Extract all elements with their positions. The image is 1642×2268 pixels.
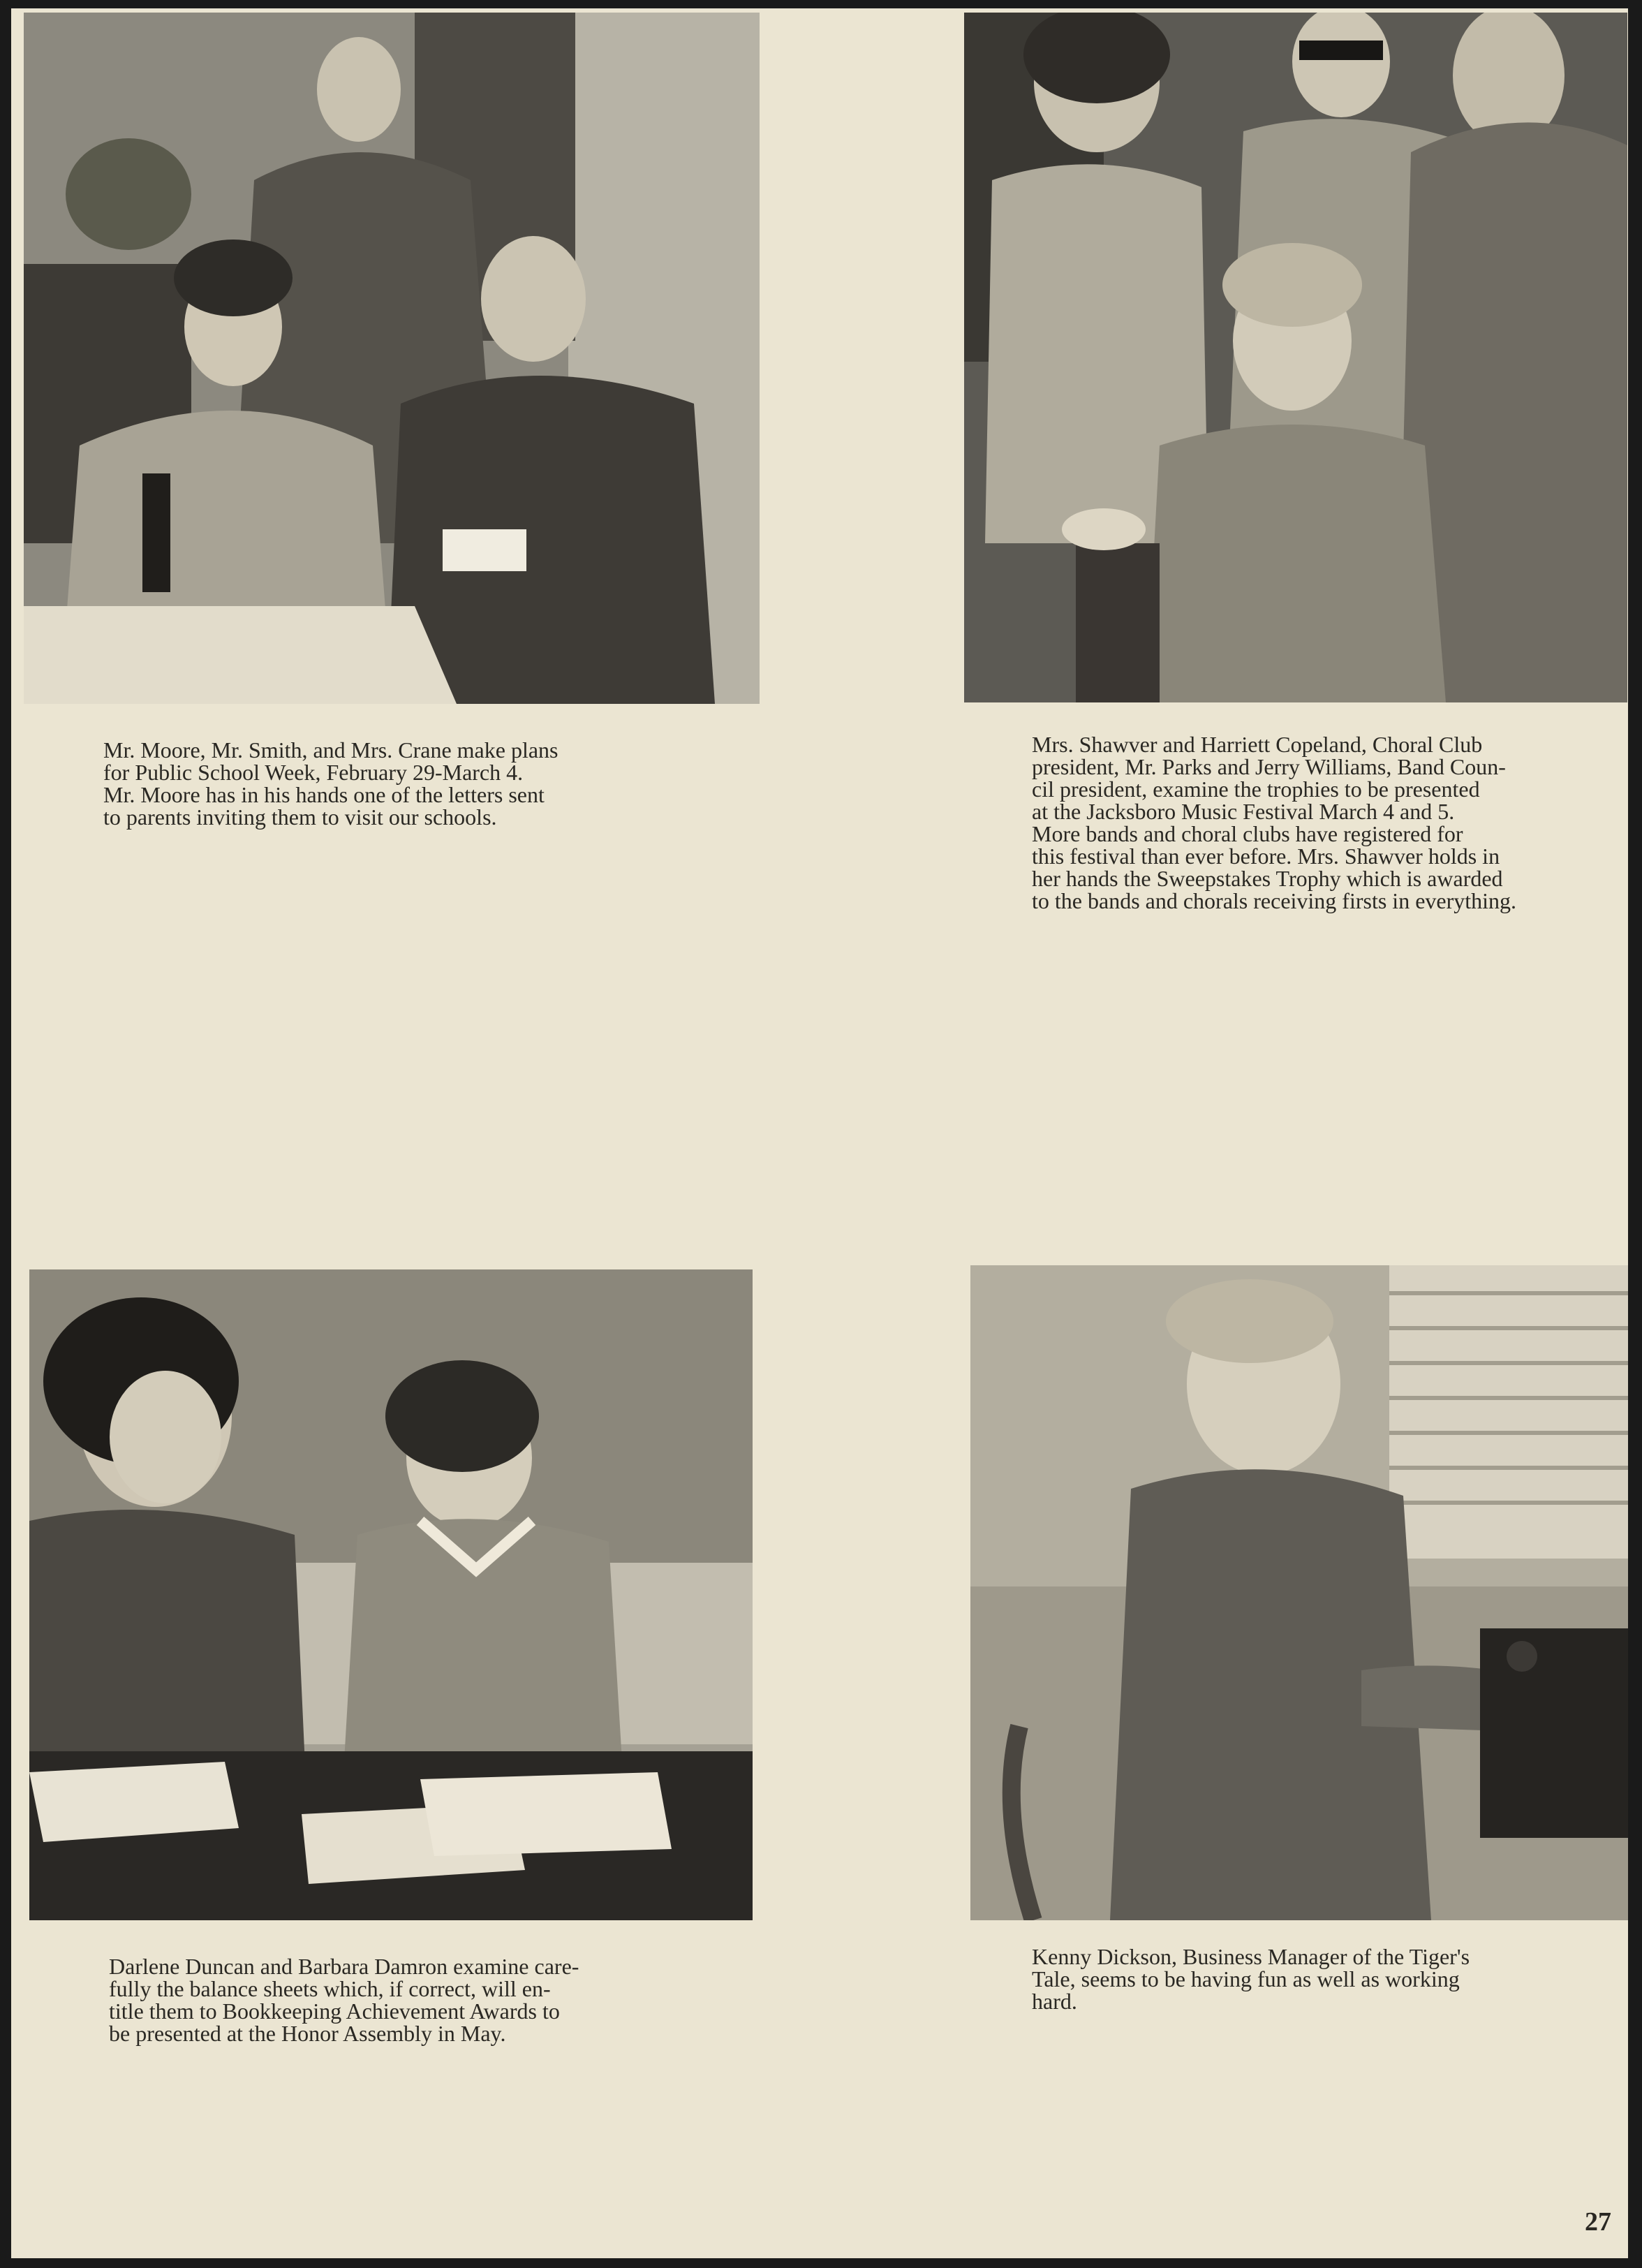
caption-line: Mrs. Shawver and Harriett Copeland, Choral Club: [1032, 732, 1483, 757]
caption-line: hard.: [1032, 1989, 1077, 2014]
caption-typing: [1032, 1945, 1618, 2012]
caption-line: for Public School Week, February 29-March 4.: [103, 760, 524, 785]
caption-line: cil president, examine the trophies to be presented: [1032, 776, 1480, 802]
caption-line: to parents inviting them to visit our schools.: [103, 804, 497, 830]
caption-moore-smith-crane: [103, 739, 690, 828]
caption-line: fully the balance sheets which, if correct, will en-: [109, 1976, 551, 2001]
photo-trophies: [964, 13, 1627, 702]
caption-line: to the bands and chorals receiving firsts in everything.: [1032, 888, 1517, 913]
caption-line: at the Jacksboro Music Festival March 4 and 5.: [1032, 799, 1455, 824]
photo-moore-smith-crane: [24, 13, 760, 704]
photo-typing: [970, 1265, 1628, 1920]
caption-line: Tale, seems to be having fun as well as working: [1032, 1966, 1460, 1991]
caption-line: Mr. Moore has in his hands one of the letters sent: [103, 782, 545, 807]
caption-trophies: [1032, 733, 1618, 912]
caption-line: this festival than ever before. Mrs. Shawver holds in: [1032, 844, 1500, 869]
caption-balance-sheets: [109, 1955, 697, 2045]
caption-line: Kenny Dickson, Business Manager of the Tiger's: [1032, 1944, 1470, 1969]
caption-line: president, Mr. Parks and Jerry Williams, Band Coun-: [1032, 754, 1506, 779]
caption-line: Mr. Moore, Mr. Smith, and Mrs. Crane make plans: [103, 737, 559, 763]
caption-line: Darlene Duncan and Barbara Damron examine care-: [109, 1954, 579, 1979]
page-number: 27: [1585, 2207, 1611, 2237]
caption-line: title them to Bookkeeping Achievement Awards to: [109, 1998, 560, 2024]
caption-line: More bands and choral clubs have registered for: [1032, 821, 1463, 846]
caption-line: be presented at the Honor Assembly in May.: [109, 2021, 506, 2046]
yearbook-page: [11, 8, 1628, 2258]
caption-line: her hands the Sweepstakes Trophy which is awarded: [1032, 866, 1503, 891]
photo-balance-sheets: [29, 1269, 753, 1920]
